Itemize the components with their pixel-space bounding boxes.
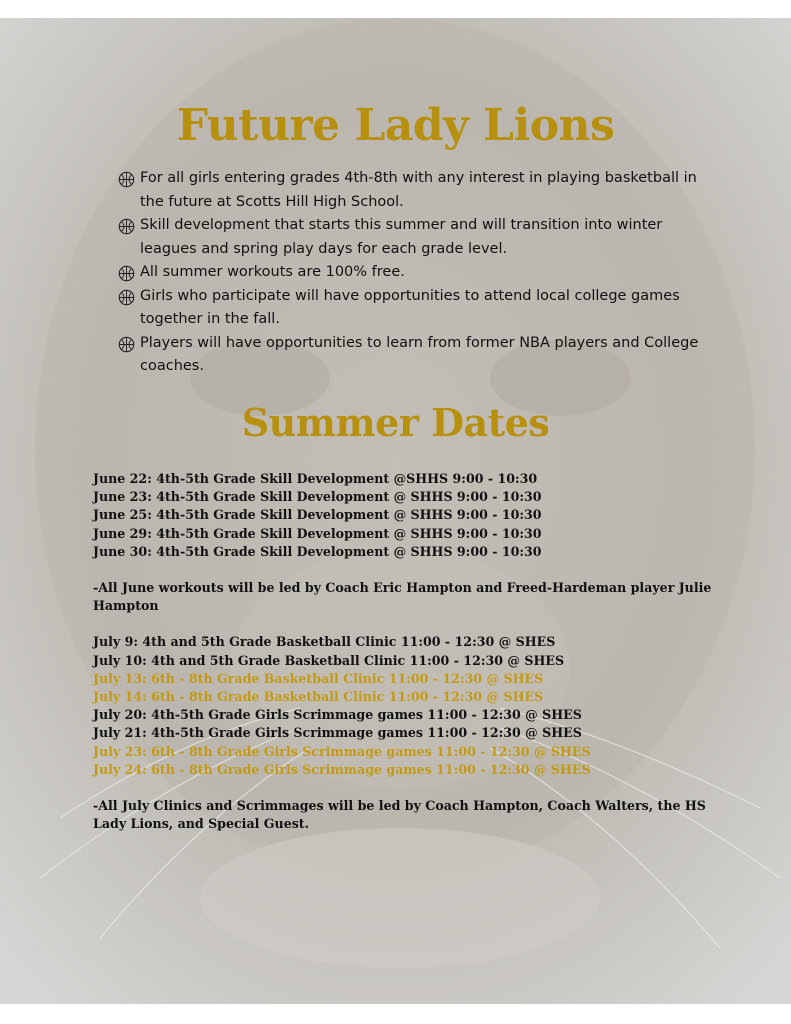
july-date-line-highlighted: July 23: 6th - 8th Grade Girls Scrimmage games 11:00 - 12:30 @ SHES [93, 743, 591, 759]
flyer-content [0, 18, 791, 1004]
list-item [118, 332, 718, 379]
bullet-text: For all girls entering grades 4th-8th with any interest in playing basketball in the future at Scotts Hill High School. [140, 170, 697, 210]
list-item [118, 261, 718, 285]
page-title: Future Lady Lions [176, 100, 615, 151]
spacer [93, 615, 713, 633]
july-date-line-highlighted: July 14: 6th - 8th Grade Basketball Clinic 11:00 - 12:30 @ SHES [93, 689, 544, 705]
spacer [93, 779, 713, 797]
bullet-text: Players will have opportunities to learn from former NBA players and College coaches. [140, 334, 699, 374]
basketball-icon [118, 171, 135, 188]
july-date-line-highlighted: July 24: 6th - 8th Grade Girls Scrimmage games 11:00 - 12:30 @ SHES [93, 761, 591, 777]
july-date-line: July 9: 4th and 5th Grade Basketball Clinic 11:00 - 12:30 @ SHES [93, 634, 556, 650]
basketball-icon [118, 289, 135, 306]
basketball-icon [118, 336, 135, 353]
june-date-line: June 23: 4th-5th Grade Skill Development @ SHHS 9:00 - 10:30 [93, 489, 542, 505]
basketball-icon [118, 218, 135, 235]
july-note: -All July Clinics and Scrimmages will be led by Coach Hampton, Coach Walters, the HS Lady Lions, and Special Guest. [93, 798, 706, 832]
july-date-line: July 10: 4th and 5th Grade Basketball Clinic 11:00 - 12:30 @ SHES [93, 652, 565, 668]
june-date-line: June 22: 4th-5th Grade Skill Development @SHHS 9:00 - 10:30 [93, 471, 538, 486]
june-date-line: June 29: 4th-5th Grade Skill Development @ SHHS 9:00 - 10:30 [93, 525, 542, 541]
list-item [118, 167, 718, 214]
bullet-text: All summer workouts are 100% free. [140, 264, 405, 280]
july-date-line: July 21: 4th-5th Grade Girls Scrimmage games 11:00 - 12:30 @ SHES [93, 725, 582, 741]
july-date-line: July 20: 4th-5th Grade Girls Scrimmage games 11:00 - 12:30 @ SHES [93, 707, 582, 723]
info-list [118, 167, 718, 379]
june-date-line: June 25: 4th-5th Grade Skill Development @ SHHS 9:00 - 10:30 [93, 507, 542, 523]
spacer [93, 561, 713, 579]
flyer-page [0, 18, 791, 1004]
june-note: -All June workouts will be led by Coach Eric Hampton and Freed-Hardeman player Julie Hampton [93, 580, 712, 614]
list-item [118, 285, 718, 332]
list-item [118, 214, 718, 261]
bullet-text: Skill development that starts this summer and will transition into winter leagues and spring play days for each grade level. [140, 217, 663, 257]
june-date-line: June 30: 4th-5th Grade Skill Development @ SHHS 9:00 - 10:30 [93, 543, 542, 559]
basketball-icon [118, 265, 135, 282]
july-date-line-highlighted: July 13: 6th - 8th Grade Basketball Clinic 11:00 - 12:30 @ SHES [93, 670, 544, 686]
schedule [93, 470, 713, 833]
summer-dates-heading: Summer Dates [241, 400, 550, 445]
bullet-text: Girls who participate will have opportunities to attend local college games together in the fall. [140, 287, 680, 327]
